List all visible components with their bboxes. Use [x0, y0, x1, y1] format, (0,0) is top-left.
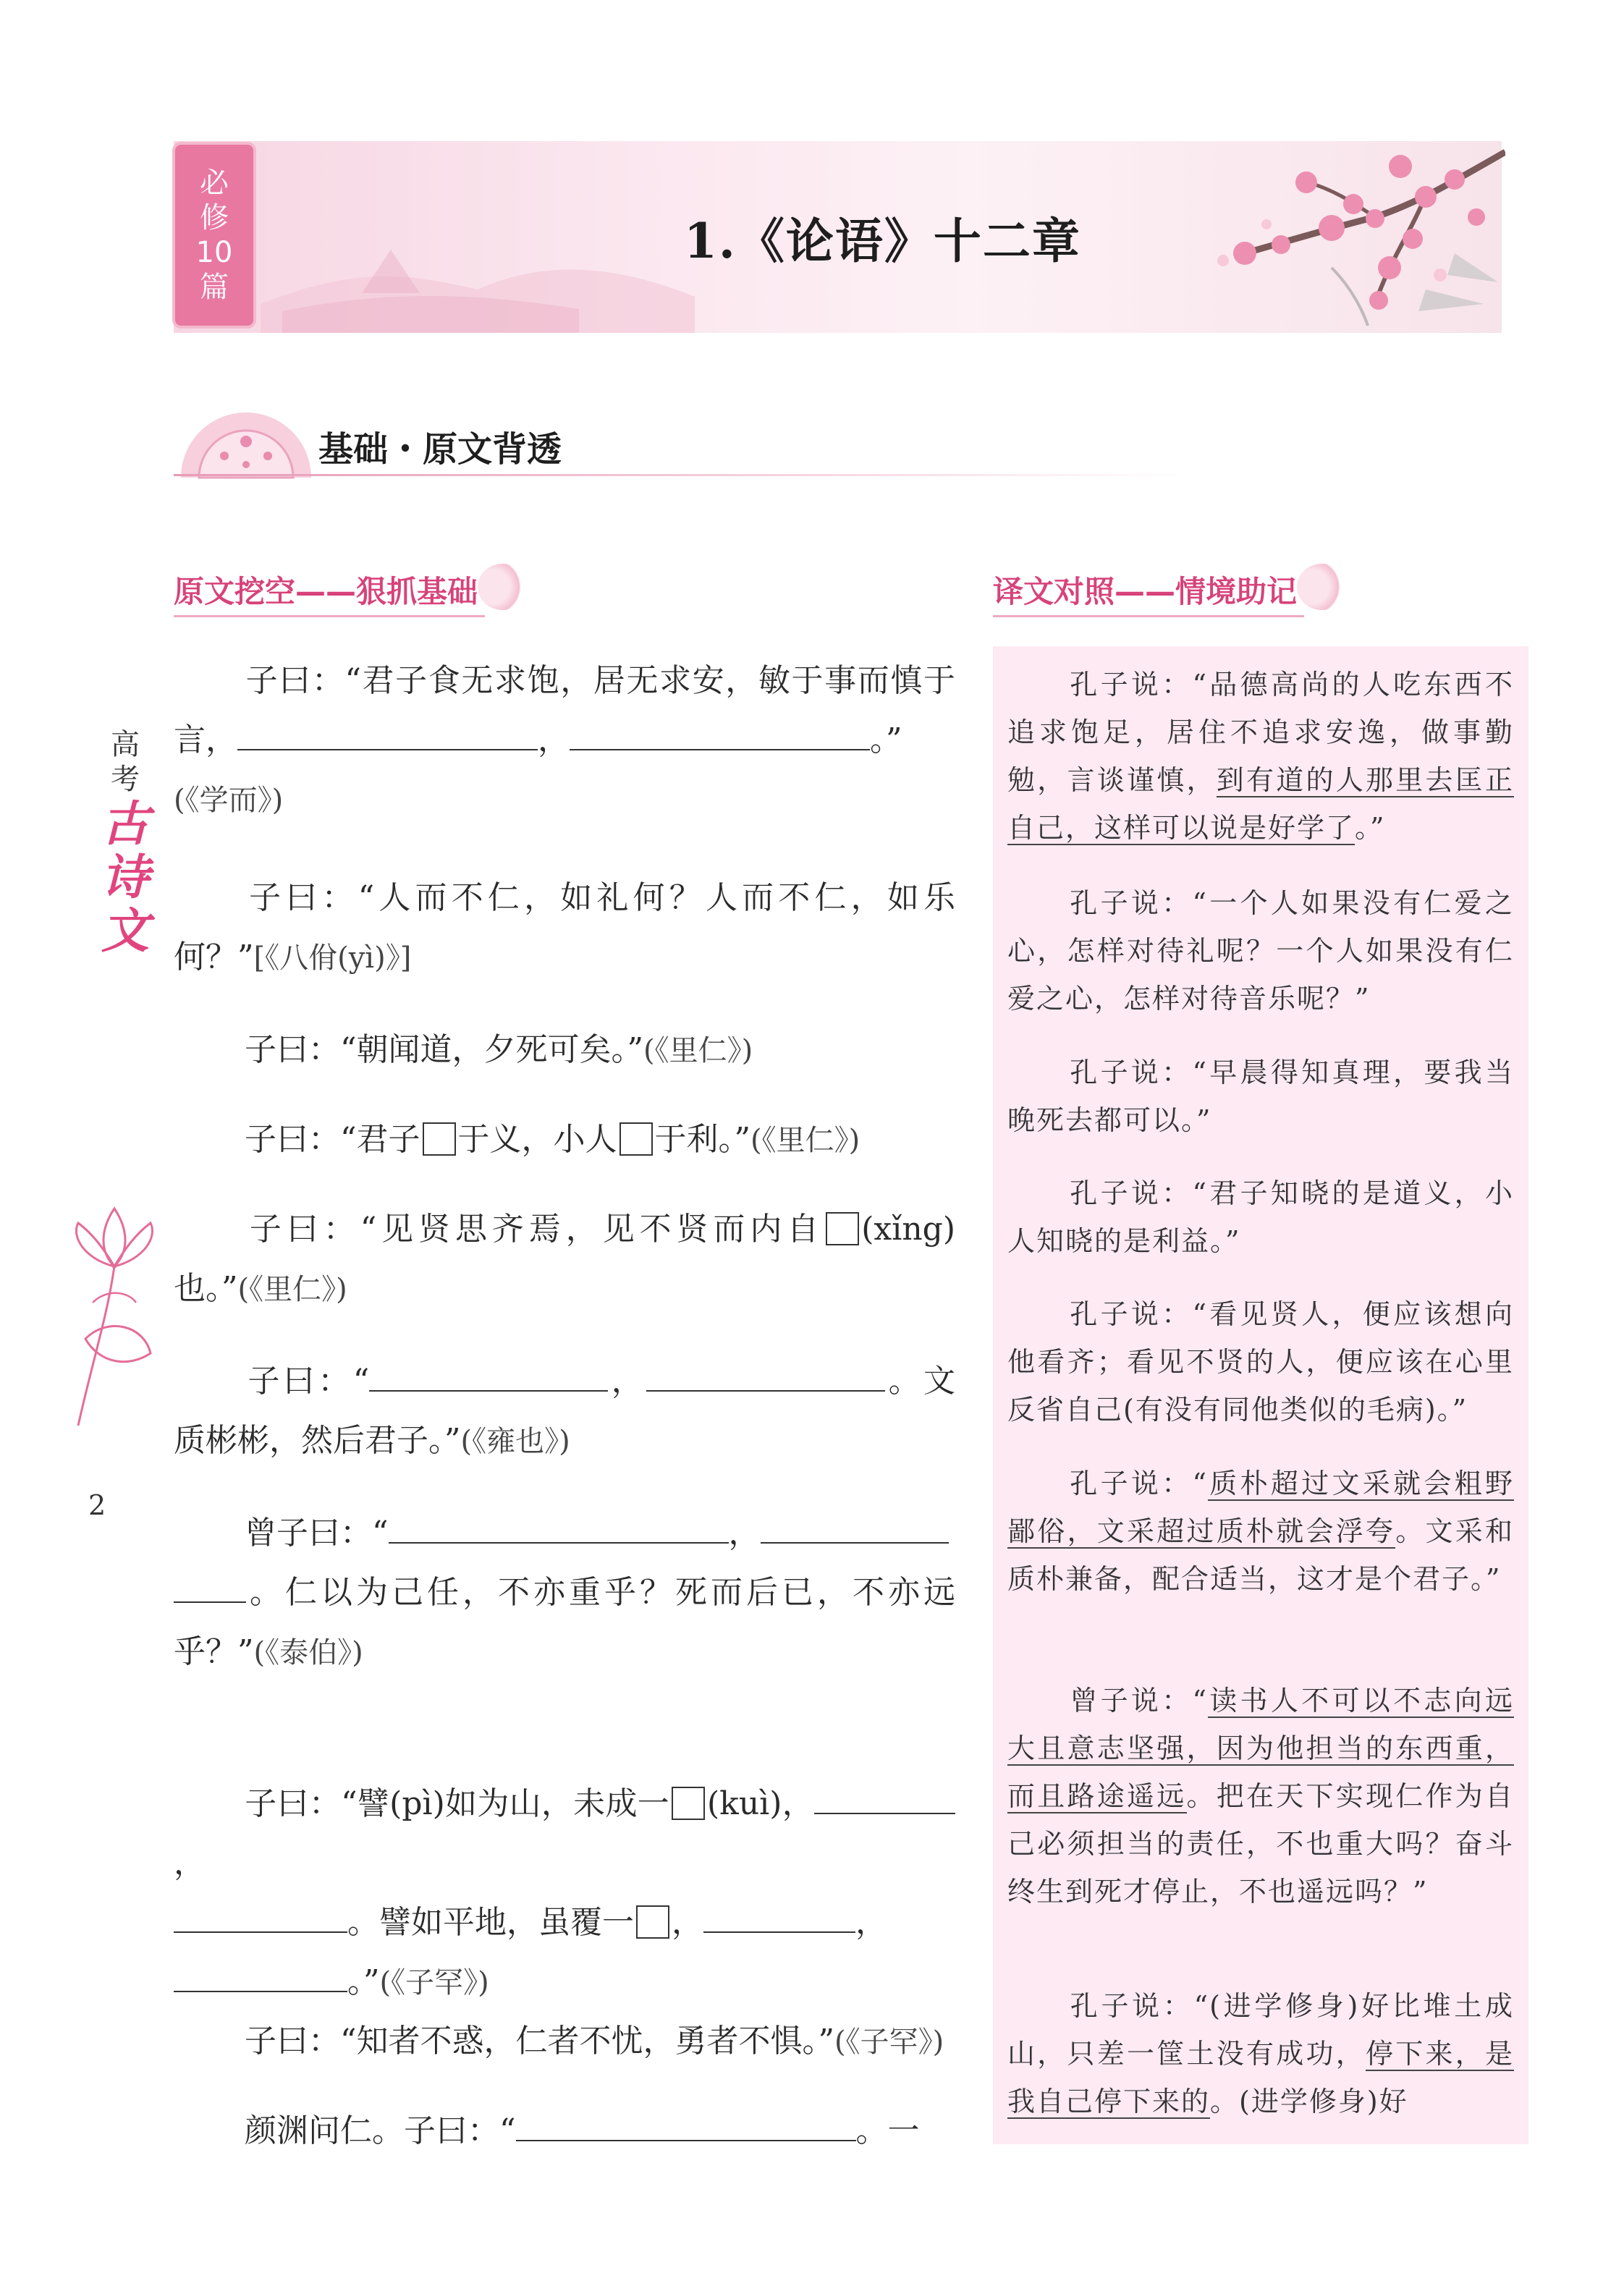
- translation-text: 。把在天下实现仁作为自己必须担当的责任，不也重大吗？奋斗终生到死才停止，不也遥远吗？”: [1007, 1780, 1514, 1908]
- passage-2: [174, 868, 955, 988]
- answer-blank[interactable]: [237, 748, 538, 750]
- passage-text: 子曰：“朝闻道，夕死可矣。”: [245, 1031, 643, 1068]
- translation-panel: [993, 646, 1528, 2144]
- passage-text: 于利。”: [654, 1121, 750, 1158]
- translation-text: 孔子说：“(进学修身)好比堆土成山，只差一筐土没有成功，: [1007, 1990, 1514, 2070]
- translation-text: 。文采和质朴兼备，配合适当，这才是个君子。”: [1007, 1515, 1514, 1595]
- answer-box[interactable]: [619, 1122, 653, 1156]
- volume-tab-char: 修: [200, 201, 229, 234]
- passage-text: 。譬如平地，虽覆一: [347, 1904, 634, 1941]
- translation-text: 。”: [1355, 812, 1386, 844]
- passage-text: ，: [538, 721, 570, 758]
- passage-text: 子曰：“见贤思齐焉，见不贤而内自: [245, 1211, 824, 1248]
- volume-tab-char: 必: [200, 166, 229, 200]
- passage-text: 子曰：“: [245, 1363, 370, 1400]
- translation-text: 孔子说：“: [1068, 1468, 1208, 1499]
- translation-underlined: 读书人不可以不志向远大且意志坚强，因为他担当的东西重，而且路途遥远: [1007, 1685, 1514, 1812]
- volume-tab-char: 篇: [200, 271, 229, 304]
- passage-text: ，: [672, 1904, 703, 1941]
- source-citation: (《子罕》): [379, 1966, 489, 1999]
- volume-tab-char: 10: [195, 236, 233, 269]
- translation-5: [1007, 1290, 1514, 1434]
- side-label: [85, 727, 165, 957]
- passage-text: 于义，小人: [457, 1121, 617, 1158]
- passage-6: [174, 1352, 955, 1471]
- translation-3: [1007, 1049, 1514, 1144]
- translation-text: 。(进学修身)好: [1210, 2086, 1408, 2117]
- left-column-heading-text: 原文挖空——狠抓基础: [174, 574, 478, 609]
- passage-text: ，: [728, 1515, 761, 1552]
- source-citation: (《里仁》): [237, 1273, 347, 1306]
- answer-blank[interactable]: [389, 1541, 729, 1544]
- answer-blank[interactable]: [174, 1601, 246, 1603]
- left-column-heading: [174, 568, 528, 611]
- section-divider: [174, 474, 1187, 476]
- answer-blank[interactable]: [703, 1931, 855, 1933]
- source-citation: (《雍也》): [460, 1425, 570, 1458]
- answer-box[interactable]: [423, 1122, 456, 1156]
- volume-tab: [175, 145, 253, 326]
- translation-text: 孔子说：“早晨得知真理，要我当晚死去都可以。”: [1007, 1057, 1514, 1136]
- side-label-char: 高: [111, 728, 140, 761]
- side-label-char: 诗: [101, 849, 149, 905]
- passage-9: [174, 2012, 955, 2072]
- answer-box[interactable]: [636, 1905, 669, 1939]
- heading-underline: [993, 615, 1304, 617]
- passage-text: (xǐng)也。”: [174, 1211, 955, 1307]
- translation-1: [1007, 661, 1514, 852]
- answer-blank[interactable]: [174, 1931, 347, 1933]
- translation-8: [1007, 1982, 1514, 2125]
- passage-text: ，: [174, 1845, 206, 1882]
- chapter-title: 1.《论语》十二章: [684, 213, 1081, 269]
- passage-text: 子曰：“君子: [245, 1121, 420, 1158]
- passage-text: ，: [855, 1904, 887, 1941]
- passage-text: 子曰：“君子食无求饱，居无求安，敏于事而慎于言，: [174, 662, 955, 758]
- translation-text: 孔子说：“品德高尚的人吃东西不追求饱足，居住不追求安逸，做事勤勉，言谈谨慎，: [1007, 669, 1514, 796]
- side-label-char: 文: [101, 902, 149, 959]
- translation-text: 孔子说：“君子知晓的是道义，小人知晓的是利益。”: [1007, 1177, 1514, 1257]
- answer-box[interactable]: [672, 1787, 705, 1820]
- section-emblem-icon: [174, 405, 318, 485]
- translation-underlined: 停下来，是我自己停下来的: [1007, 2038, 1514, 2117]
- answer-blank[interactable]: [174, 1990, 347, 1992]
- lotus-icon: [64, 1194, 165, 1433]
- translation-6: [1007, 1460, 1514, 1603]
- answer-blank[interactable]: [814, 1812, 955, 1814]
- section-title: 基础・原文背透: [318, 429, 562, 470]
- answer-blank[interactable]: [646, 1389, 885, 1392]
- right-column-heading: [993, 568, 1348, 611]
- passage-4: [174, 1110, 955, 1170]
- passage-text: ，: [608, 1363, 647, 1400]
- passage-text: 子曰：“人而不仁，如礼何？人而不仁，如乐何？”: [174, 879, 955, 975]
- page-number: 2: [88, 1489, 106, 1521]
- passage-3: [174, 1020, 955, 1080]
- passage-5: [174, 1200, 955, 1319]
- passage-8: [174, 1774, 955, 2012]
- translation-text: 孔子说：“一个人如果没有仁爱之心，怎样对待礼呢？一个人如果没有仁爱之心，怎样对待音乐呢？”: [1007, 887, 1514, 1015]
- side-label-char: 考: [111, 763, 140, 796]
- plum-blossom-decoration: [1115, 137, 1505, 333]
- source-citation: (《子罕》): [834, 2026, 944, 2059]
- translation-4: [1007, 1169, 1514, 1265]
- passage-text: 子曰：“譬(pì)如为山，未成一: [245, 1785, 670, 1822]
- passage-text: 。”: [347, 1963, 380, 2000]
- answer-blank[interactable]: [369, 1389, 608, 1392]
- passage-10: [174, 2101, 955, 2161]
- source-citation: 《学而》: [185, 784, 272, 817]
- passage-text: (kuì)，: [707, 1785, 814, 1822]
- translation-underlined: 质朴超过文采就会粗野鄙俗，文采超过质朴就会浮夸: [1007, 1468, 1514, 1547]
- passage-text: 。文质彬彬，然后君子。”: [174, 1363, 955, 1459]
- answer-blank[interactable]: [516, 2139, 856, 2141]
- passage-text: 。仁以为己任，不亦重乎？死而后已，不亦远乎？”: [174, 1574, 955, 1670]
- answer-box[interactable]: [826, 1212, 859, 1245]
- translation-underlined: 到有道的人那里去匡正自己，这样可以说是好学了: [1007, 764, 1514, 844]
- translation-2: [1007, 879, 1514, 1023]
- passage-text: 颜渊问仁。子曰：“: [245, 2112, 516, 2149]
- source-citation: [《八佾(yì)》]: [253, 941, 412, 975]
- answer-blank[interactable]: [570, 748, 870, 750]
- heading-underline: [174, 615, 485, 617]
- source-citation: (《里仁》): [750, 1124, 860, 1157]
- passage-1: 子曰：“君子食无求饱，居无求安，敏于事而慎于言， ， 。” (《学而》): [174, 662, 955, 817]
- side-label-char: 古: [101, 795, 149, 852]
- source-citation: (《泰伯》): [253, 1636, 363, 1669]
- answer-blank[interactable]: [761, 1541, 949, 1544]
- source-citation: (《里仁》): [643, 1034, 753, 1067]
- passage-text: 子曰：“知者不惑，仁者不忧，勇者不惧。”: [245, 2023, 834, 2060]
- right-column-heading-text: 译文对照——情境助记: [993, 574, 1298, 609]
- translation-7: [1007, 1677, 1514, 1916]
- translation-text: 曾子说：“: [1068, 1685, 1208, 1717]
- passage-text: 。”: [870, 721, 902, 758]
- passage-text: 曾子曰：“: [245, 1515, 389, 1552]
- passage-7: [174, 1504, 955, 1682]
- passage-text: 。一: [855, 2112, 920, 2149]
- translation-text: 孔子说：“看见贤人，便应该想向他看齐；看见不贤的人，便应该在心里反省自己(有没有同他类似的毛病)。”: [1007, 1298, 1514, 1426]
